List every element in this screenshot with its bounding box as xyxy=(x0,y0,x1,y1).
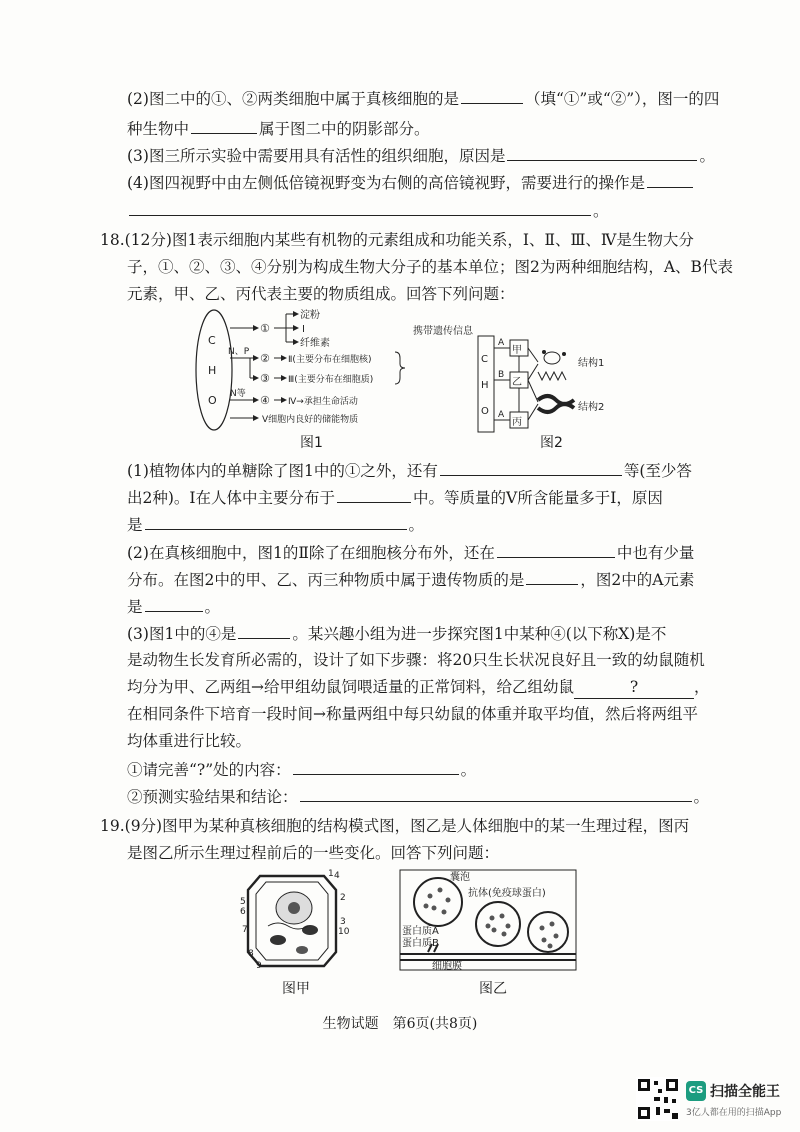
answer-blank[interactable] xyxy=(145,595,203,612)
element-A: A xyxy=(498,338,505,348)
starch-label: 淀粉 xyxy=(300,310,320,321)
label-10: 10 xyxy=(338,927,350,937)
figure-yi-caption: 图乙 xyxy=(479,981,507,997)
substance-yi: 乙 xyxy=(512,377,522,388)
macro-I-label: Ⅰ xyxy=(302,324,305,335)
scanner-watermark xyxy=(630,1075,800,1125)
cellulose-label: 纤维素 xyxy=(300,338,330,349)
q18-stem-line1: 18.(12分)图1表示细胞内某些有机物的元素组成和功能关系，Ⅰ、Ⅱ、Ⅲ、Ⅳ是生物大分 xyxy=(100,231,694,249)
q17-part4-cont: 。 xyxy=(127,199,609,222)
q18-part2-line3: 是 。 xyxy=(127,595,220,618)
vesicle-label: 囊泡 xyxy=(450,872,470,883)
q17-part2-line1: (2)图二中的①、②两类细胞中属于真核细胞的是 （填“①”或“②”），图一的四 xyxy=(127,87,719,110)
figure-jia-caption: 图甲 xyxy=(282,981,310,997)
q19-stem-line2: 是图乙所示生理过程前后的一些变化。回答下列问题： xyxy=(127,844,500,862)
answer-blank[interactable] xyxy=(129,199,591,216)
substance-jia: 甲 xyxy=(512,345,522,356)
figure-2-caption: 图2 xyxy=(540,435,563,451)
macro-V-label: Ⅴ细胞内良好的储能物质 xyxy=(262,415,359,425)
structure-1-label: 结构1 xyxy=(578,358,605,369)
page-footer: 生物试题 第6页(共8页) xyxy=(322,1016,478,1032)
answer-blank[interactable] xyxy=(497,541,615,558)
figure-jia-cell xyxy=(238,866,358,976)
q18-sub1: ①请完善“?”处的内容： 。 xyxy=(127,758,476,781)
scanner-tagline: 3亿人都在用的扫描App xyxy=(686,1108,782,1118)
label-1: 1 xyxy=(328,869,334,879)
q18-part2-line2: 分布。在图2中的甲、乙、丙三种物质中属于遗传物质的是 ，图2中的A元素 xyxy=(127,568,694,591)
q17-part4: (4)图四视野中由左侧低倍镜视野变为右侧的高倍镜视野，需要进行的操作是 xyxy=(127,171,695,194)
q18-sub2: ②预测实验结果和结论： 。 xyxy=(127,785,709,808)
label-3: 3 xyxy=(340,917,346,927)
element-A: A xyxy=(498,410,505,420)
answer-blank[interactable] xyxy=(526,568,578,585)
genetic-info-label: 携带遗传信息 xyxy=(413,326,473,337)
element-O: O xyxy=(481,406,489,417)
antibody-label: 抗体(免疫球蛋白) xyxy=(468,888,546,899)
macro-IV-label: Ⅳ→承担生命活动 xyxy=(288,397,358,407)
figure-yi-secretion xyxy=(398,866,578,974)
answer-blank[interactable] xyxy=(293,758,459,775)
protein-a-label: 蛋白质A xyxy=(402,926,439,937)
answer-blank[interactable] xyxy=(145,513,407,530)
unit-2: ② xyxy=(260,352,270,365)
question-mark-blank[interactable]: ? xyxy=(574,676,694,699)
membrane-label: 细胞膜 xyxy=(432,961,462,972)
label-7: 7 xyxy=(242,925,248,935)
answer-blank[interactable] xyxy=(300,785,692,802)
answer-blank[interactable] xyxy=(440,459,622,476)
answer-blank[interactable] xyxy=(507,144,697,161)
q18-part2-line1: (2)在真核细胞中，图1的Ⅱ除了在细胞核分布外，还在 中也有少量 xyxy=(127,541,694,564)
structure-2-label: 结构2 xyxy=(578,402,605,413)
figure-1-caption: 图1 xyxy=(300,435,323,451)
q18-part1-line2: 出2种)。Ⅰ在人体中主要分布于 中。等质量的Ⅴ所含能量多于Ⅰ，原因 xyxy=(127,486,663,509)
element-H: H xyxy=(208,364,217,377)
figure-1 xyxy=(190,306,473,434)
macro-II-label: Ⅱ(主要分布在细胞核) xyxy=(288,355,372,365)
answer-blank[interactable] xyxy=(461,87,523,104)
q17-part2-line2: 种生物中 属于图二中的阴影部分。 xyxy=(127,117,430,140)
q18-part3-line1: (3)图1中的④是 。某兴趣小组为进一步探究图1中某种④(以下称X)是不 xyxy=(127,622,666,645)
q18-stem-line2: 子，①、②、③、④分别为构成生物大分子的基本单位；图2为两种细胞结构，A、B代表 xyxy=(127,258,733,276)
q18-stem-line3: 元素，甲、乙、丙代表主要的物质组成。回答下列问题： xyxy=(127,285,515,303)
q18-part3-line4: 在相同条件下培育一段时间→称量两组中每只幼鼠的体重并取平均值，然后将两组平 xyxy=(127,705,698,723)
protein-b-label: 蛋白质B xyxy=(402,938,439,949)
np-label: N、P xyxy=(228,347,250,357)
substance-bing: 丙 xyxy=(512,417,522,428)
element-O: O xyxy=(208,394,217,407)
qr-code-icon xyxy=(636,1077,680,1121)
q19-stem-line1: 19.(9分)图甲为某种真核细胞的结构模式图，图乙是人体细胞中的某一生理过程，图丙 xyxy=(100,817,690,835)
q18-part1-line1: (1)植物体内的单糖除了图1中的①之外，还有 等(至少答 xyxy=(127,459,692,482)
macro-III-label: Ⅲ(主要分布在细胞质) xyxy=(288,375,374,385)
element-B: B xyxy=(498,370,505,380)
unit-3: ③ xyxy=(260,372,270,385)
q18-part3-line2: 是动物生长发育所必需的，设计了如下步骤：将20只生长状况良好且一致的幼鼠随机 xyxy=(127,651,705,669)
answer-blank[interactable] xyxy=(191,117,257,134)
q18-part3-line3: 均分为甲、乙两组→给甲组幼鼠饲喂适量的正常饲料，给乙组幼鼠 ? ， xyxy=(127,676,710,699)
label-4: 4 xyxy=(334,871,340,881)
element-C: C xyxy=(481,354,488,365)
answer-blank[interactable] xyxy=(238,622,290,639)
element-H: H xyxy=(481,380,489,391)
label-2: 2 xyxy=(340,893,346,903)
figure-2 xyxy=(474,332,634,436)
unit-1: ① xyxy=(260,322,270,335)
label-5: 5 xyxy=(240,897,246,907)
unit-4: ④ xyxy=(260,394,270,407)
q18-part3-line5: 均体重进行比较。 xyxy=(127,732,252,750)
scanner-brand: 扫描全能王 xyxy=(710,1084,780,1100)
cs-logo-icon: CS xyxy=(686,1081,706,1101)
label-8: 8 xyxy=(248,949,254,959)
label-6: 6 xyxy=(240,907,246,917)
answer-blank[interactable] xyxy=(647,171,693,188)
q17-part3: (3)图三所示实验中需要用具有活性的组织细胞，原因是 。 xyxy=(127,144,715,167)
n-etc-label: N等 xyxy=(230,389,246,399)
answer-blank[interactable] xyxy=(337,486,411,503)
label-9: 9 xyxy=(256,961,262,971)
element-C: C xyxy=(208,334,216,347)
q18-part1-line3: 是 。 xyxy=(127,513,424,536)
